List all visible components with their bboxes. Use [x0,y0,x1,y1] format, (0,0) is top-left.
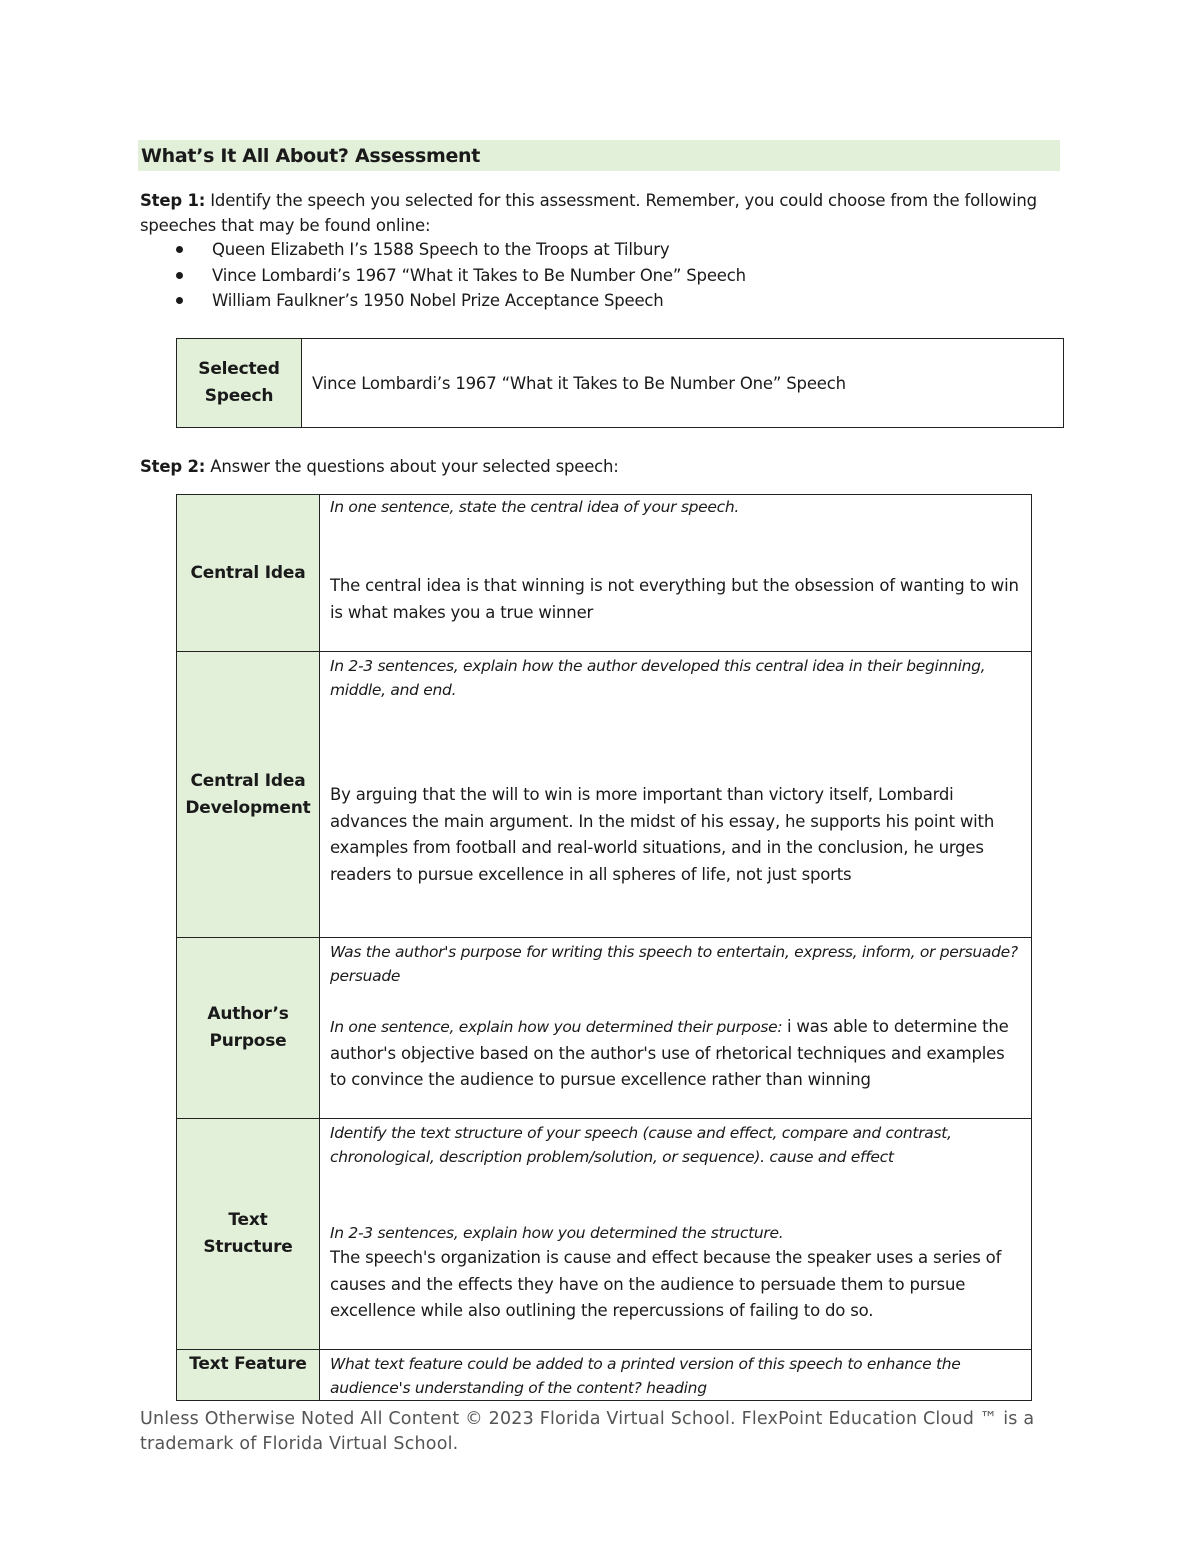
central-idea-cell[interactable] [320,495,1032,652]
selected-speech-value[interactable]: Vince Lombardi’s 1967 “What it Takes to Be Number One” Speech [302,339,1064,428]
label-line: Author’s [207,1004,289,1024]
label-line: Development [185,797,311,818]
development-cell[interactable] [320,652,1032,938]
step1-instructions [140,188,1040,238]
purpose-prompt-1: Was the author's purpose for writing this speech to entertain, express, inform, or persuade? persuade [330,943,1018,985]
label-line: Selected [198,359,280,379]
label-line: Speech [204,386,274,406]
step2-text: Answer the questions about your selected speech: [205,457,619,476]
table-row [177,1350,1032,1401]
table-row [177,495,1032,652]
development-prompt: In 2-3 sentences, explain how the author developed this central idea in their beginning, middle, and end. [330,657,986,699]
table-row [177,1119,1032,1350]
purpose-answer[interactable]: i was able to determine the author's objective based on the author's use of rhetorical techniques and examples to convince the audience to pursue excellence rather than winning [330,1017,1009,1089]
list-item: William Faulkner’s 1950 Nobel Prize Acceptance Speech [140,288,1040,314]
step1-text: Identify the speech you selected for this assessment. Remember, you could choose from the following speeches that may be found online: [140,191,1037,235]
structure-cell[interactable] [320,1119,1032,1350]
table-row [177,652,1032,938]
table-row [177,938,1032,1119]
central-idea-label: Central Idea [177,495,320,652]
purpose-prompt-2: In one sentence, explain how you determined their purpose: [330,1018,787,1036]
structure-label [177,1119,320,1350]
central-idea-answer[interactable]: The central idea is that winning is not everything but the obsession of wanting to win is what makes you a true winner [330,576,1019,622]
structure-prompt-1: Identify the text structure of your speech (cause and effect, compare and contrast, chronological, description problem/solution, or sequence). cause and effect [330,1124,952,1166]
feature-label: Text Feature [177,1350,320,1401]
questions-table [176,494,1032,1401]
purpose-label [177,938,320,1119]
label-line: Central Idea [190,770,306,791]
central-idea-prompt: In one sentence, state the central idea of your speech. [330,498,740,516]
label-line: Text [228,1210,268,1230]
development-answer[interactable]: By arguing that the will to win is more important than victory itself, Lombardi advances the main argument. In the midst of his essay, he supports his point with examples from football and real-world situations, and in the conclusion, he urges readers to pursue excellence in all spheres of life, not just sports [330,785,995,884]
purpose-cell[interactable] [320,938,1032,1119]
feature-cell[interactable] [320,1350,1032,1401]
development-label [177,652,320,938]
list-item: Vince Lombardi’s 1967 “What it Takes to Be Number One” Speech [140,263,1040,289]
label-line: Structure [203,1237,293,1257]
step1-label: Step 1: [140,191,206,210]
assessment-title-bar [138,140,1060,171]
step2-instructions [140,454,1040,479]
selected-speech-table [176,338,1064,428]
list-item: Queen Elizabeth I’s 1588 Speech to the Troops at Tilbury [140,237,1040,263]
feature-prompt: What text feature could be added to a printed version of this speech to enhance the audience's understanding of the content? heading [330,1355,961,1397]
copyright-footer: Unless Otherwise Noted All Content © 2023 Florida Virtual School. FlexPoint Education Cloud ™ is a trademark of Florida Virtual School. [140,1409,1035,1454]
structure-answer[interactable]: The speech's organization is cause and effect because the speaker uses a series of causes and the effects they have on the audience to persuade them to pursue excellence while also outlining the repercussions of failing to do so. [330,1248,1002,1320]
assessment-title: What’s It All About? Assessment [141,144,481,167]
step2-label: Step 2: [140,457,206,476]
selected-speech-label [177,339,302,428]
table-row [177,339,1064,428]
label-line: Purpose [209,1031,287,1051]
structure-prompt-2: In 2-3 sentences, explain how you determined the structure. [330,1224,784,1242]
speech-options-list [140,237,1040,314]
